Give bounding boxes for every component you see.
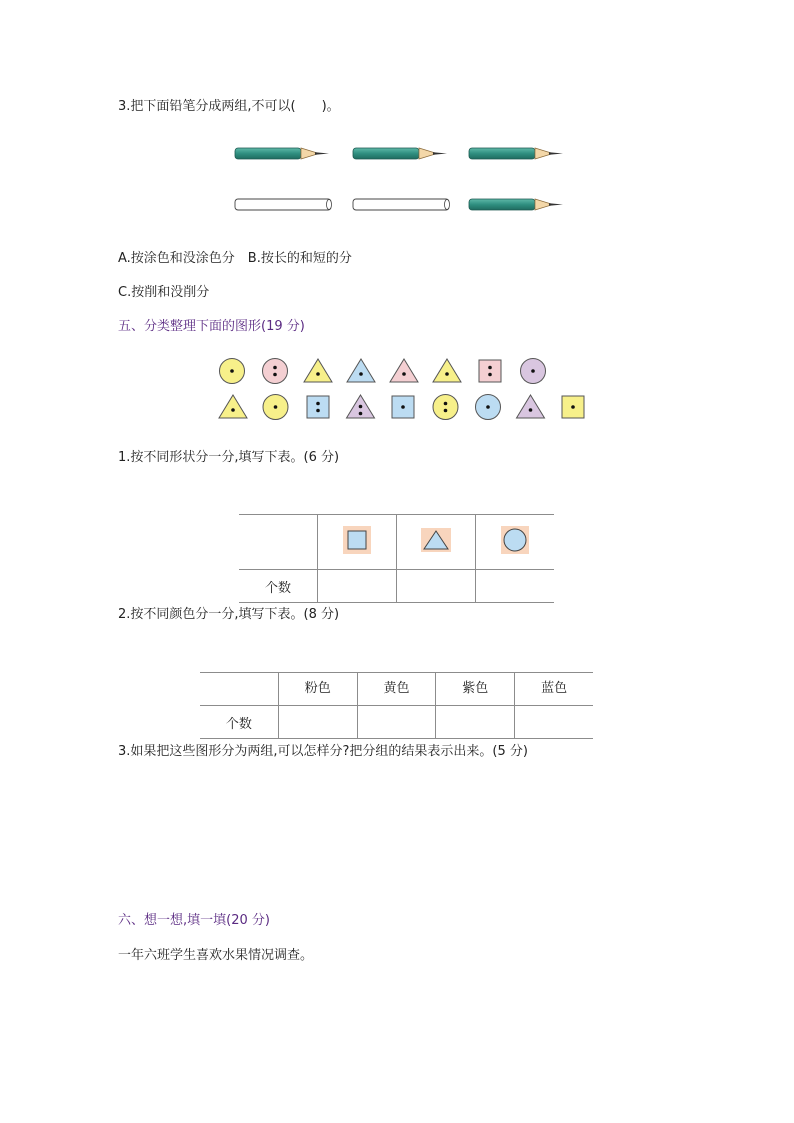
pencil-icon — [235, 148, 329, 159]
q3-prompt: 3.把下面铅笔分成两组,不可以( )。 — [118, 99, 340, 114]
q3-option-ab: A.按涂色和没涂色分 B.按长的和短的分 — [118, 251, 352, 266]
color-count-table — [200, 672, 593, 739]
answer-cell[interactable] — [318, 570, 397, 603]
circle-yellow-icon — [220, 359, 245, 384]
square-blue-icon — [392, 396, 414, 418]
triangle-purple-icon — [347, 395, 375, 418]
square-pink-icon — [479, 360, 501, 382]
answer-cell[interactable] — [476, 570, 555, 603]
answer-cell[interactable] — [515, 706, 593, 739]
header-square-cell — [318, 515, 397, 570]
header-triangle-cell — [397, 515, 476, 570]
circle-yellow-icon — [433, 395, 458, 420]
header-purple: 紫色 — [436, 673, 515, 706]
section6-title: 六、想一想,填一填(20 分) — [118, 913, 270, 928]
table-corner-cell — [200, 673, 278, 706]
s5-q3-prompt: 3.如果把这些图形分为两组,可以怎样分?把分组的结果表示出来。(5 分) — [118, 744, 528, 759]
answer-cell[interactable] — [436, 706, 515, 739]
unsharpened-pencil-icon — [235, 199, 332, 210]
triangle-purple-icon — [517, 395, 545, 418]
unsharpened-pencil-icon — [353, 199, 450, 210]
section6-intro: 一年六班学生喜欢水果情况调查。 — [118, 948, 314, 963]
pencil-icon — [469, 199, 563, 210]
circle-icon — [501, 526, 529, 554]
q3-option-c: C.按削和没削分 — [118, 285, 210, 300]
header-blue: 蓝色 — [515, 673, 593, 706]
shape-count-table — [239, 514, 554, 603]
header-pink: 粉色 — [278, 673, 357, 706]
pencil-icon — [353, 148, 447, 159]
header-yellow: 黄色 — [357, 673, 436, 706]
circle-pink-icon — [263, 359, 288, 384]
square-icon — [343, 526, 371, 554]
header-circle-cell — [476, 515, 555, 570]
answer-cell[interactable] — [278, 706, 357, 739]
pencil-illustration — [225, 140, 575, 220]
circle-purple-icon — [521, 359, 546, 384]
triangle-icon — [421, 528, 451, 552]
circle-yellow-icon — [263, 395, 288, 420]
square-blue-icon — [307, 396, 329, 418]
row-label: 个数 — [239, 570, 318, 603]
square-yellow-icon — [562, 396, 584, 418]
table-corner-cell — [239, 515, 318, 570]
shapes-figure — [210, 350, 590, 430]
answer-cell[interactable] — [357, 706, 436, 739]
row-label: 个数 — [200, 706, 278, 739]
triangle-yellow-icon — [304, 359, 332, 382]
triangle-yellow-icon — [433, 359, 461, 382]
s5-q1-prompt: 1.按不同形状分一分,填写下表。(6 分) — [118, 450, 340, 465]
triangle-blue-icon — [347, 359, 375, 382]
circle-blue-icon — [476, 395, 501, 420]
pencil-icon — [469, 148, 563, 159]
triangle-yellow-icon — [219, 395, 247, 418]
s5-q2-prompt: 2.按不同颜色分一分,填写下表。(8 分) — [118, 607, 340, 622]
answer-cell[interactable] — [397, 570, 476, 603]
triangle-pink-icon — [390, 359, 418, 382]
section5-title: 五、分类整理下面的图形(19 分) — [118, 319, 305, 334]
